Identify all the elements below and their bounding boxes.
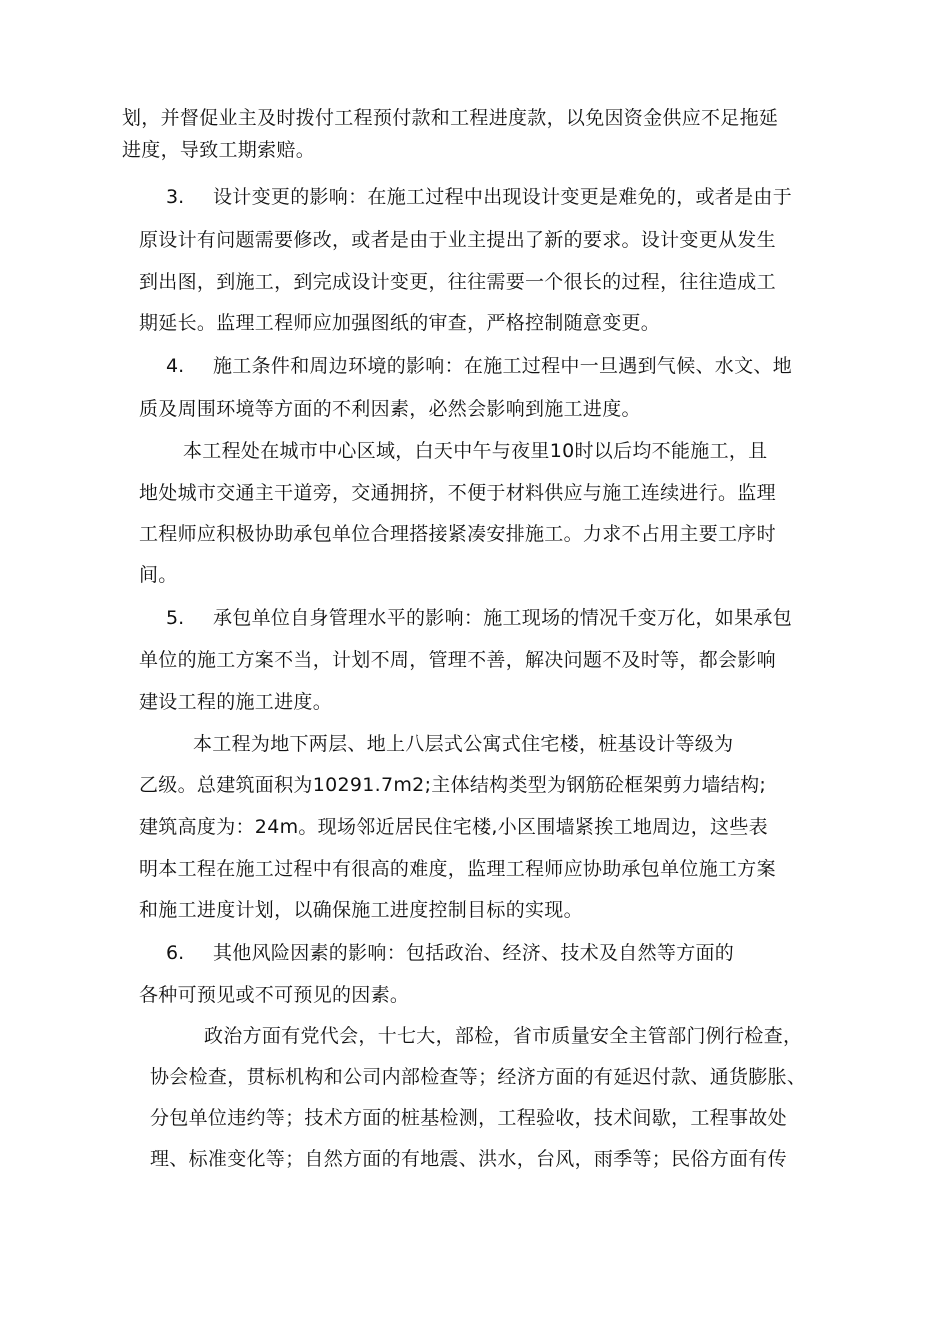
list-number: 6. [166, 942, 185, 964]
text-line: 分包单位违约等；技术方面的桩基检测，工程验收，技术间歇，工程事故处 [150, 1107, 787, 1129]
text-line: 本工程为地下两层、地上八层式公寓式住宅楼，桩基设计等级为 [193, 733, 734, 755]
text-line: 施工条件和周边环境的影响：在施工过程中一旦遇到气候、水文、地 [213, 355, 793, 377]
text-line: 期延长。监理工程师应加强图纸的审查，严格控制随意变更。 [139, 312, 661, 334]
text-line: 政治方面有党代会，十七大，部检，省市质量安全主管部门例行检查， [204, 1025, 803, 1047]
text-line: 工程师应积极协助承包单位合理搭接紧凑安排施工。力求不占用主要工序时 [139, 523, 776, 545]
text-line: 质及周围环境等方面的不利因素，必然会影响到施工进度。 [139, 398, 641, 420]
list-number: 5. [166, 607, 185, 629]
text-line: 划，并督促业主及时拨付工程预付款和工程进度款，以免因资金供应不足拖延 [122, 107, 779, 129]
text-line: 协会检查，贯标机构和公司内部检查等；经济方面的有延迟付款、通货膨胀、 [150, 1066, 807, 1088]
text-line: 到出图，到施工，到完成设计变更，往往需要一个很长的过程，往往造成工 [139, 271, 776, 293]
text-line: 设计变更的影响：在施工过程中出现设计变更是难免的，或者是由于 [213, 186, 793, 208]
text-line: 承包单位自身管理水平的影响：施工现场的情况千变万化，如果承包 [213, 607, 793, 629]
text-line: 其他风险因素的影响：包括政治、经济、技术及自然等方面的 [213, 942, 735, 964]
text-line: 进度，导致工期索赔。 [122, 139, 316, 161]
text-line: 原设计有问题需要修改，或者是由于业主提出了新的要求。设计变更从发生 [139, 229, 776, 251]
text-line: 地处城市交通主干道旁，交通拥挤，不便于材料供应与施工连续进行。监理 [139, 482, 776, 504]
text-line: 明本工程在施工过程中有很高的难度，监理工程师应协助承包单位施工方案 [139, 858, 776, 880]
text-line: 和施工进度计划，以确保施工进度控制目标的实现。 [139, 899, 583, 921]
text-line: 理、标准变化等；自然方面的有地震、洪水，台风，雨季等；民俗方面有传 [150, 1148, 787, 1170]
text-line: 乙级。总建筑面积为10291.7m2;主体结构类型为钢筋砼框架剪力墙结构; [139, 774, 767, 796]
list-number: 4. [166, 355, 185, 377]
text-line: 间。 [139, 564, 178, 586]
text-line: 本工程处在城市中心区域，白天中午与夜里10时以后均不能施工，且 [183, 440, 768, 462]
text-line: 各种可预见或不可预见的因素。 [139, 984, 410, 1006]
text-line: 建设工程的施工进度。 [139, 691, 333, 713]
text-line: 建筑高度为：24m。现场邻近居民住宅楼,小区围墙紧挨工地周边，这些表 [139, 816, 768, 838]
list-number: 3. [166, 186, 185, 208]
text-line: 单位的施工方案不当，计划不周，管理不善，解决问题不及时等，都会影响 [139, 649, 776, 671]
